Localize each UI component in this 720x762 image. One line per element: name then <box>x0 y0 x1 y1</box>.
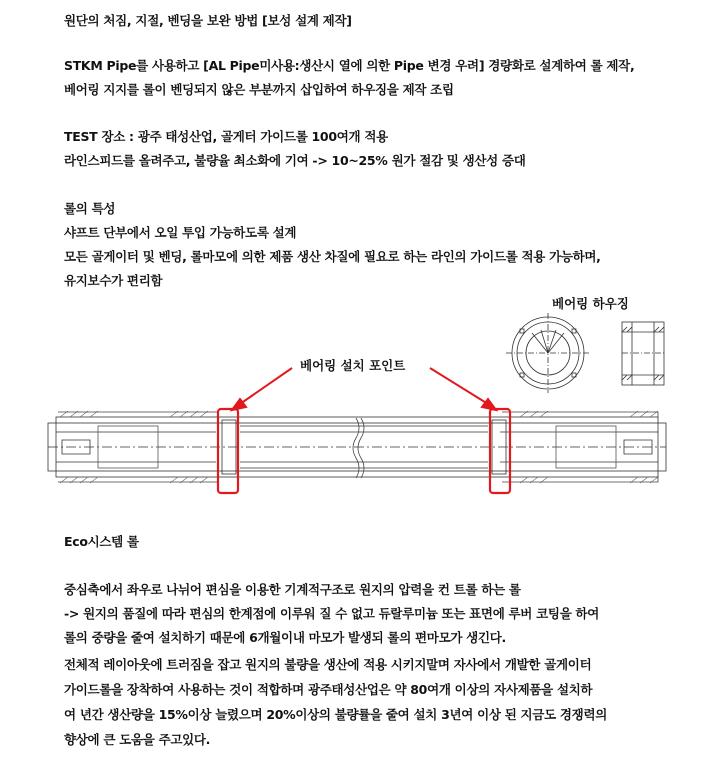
section3-line2: -> 원지의 품질에 따라 편심의 한계점에 이루워 질 수 없고 듀랄루미늄 또는 표면에 루버 코팅을 하여 <box>64 606 600 621</box>
section2-line1: 샤프트 단부에서 오일 투입 가능하도록 설계 <box>64 225 297 240</box>
section2-line3: 유지보수가 편리함 <box>64 273 163 288</box>
bearing-install-point-caption: 베어링 설치 포인트 <box>300 358 406 373</box>
section3-line1: 중심축에서 좌우로 나뉘어 편심을 이용한 기계적구조로 원지의 압력을 컨 트롤 하는 롤 <box>64 582 521 597</box>
section1-paragraph1-line2: 베어링 지지를 롤이 벤딩되지 않은 부분까지 삽입하여 하우징을 제작 조립 <box>64 82 454 97</box>
bearing-housing-caption: 베어링 하우징 <box>552 296 629 311</box>
housing-side-section <box>622 322 664 385</box>
section3-line5: 가이드롤을 장착하여 사용하는 것이 적합하며 광주태성산업은 약 80여개 이상의 자사제품을 설치하 <box>64 682 593 697</box>
right-arrow-line <box>430 368 488 404</box>
left-bearing-highlight <box>218 409 238 493</box>
bearing-housing-drawing <box>506 313 664 393</box>
section1-paragraph2-line2: 라인스피드를 올려주고, 불량율 최소화에 기여 -> 10~25% 원가 절감 및 생산성 증대 <box>64 153 526 168</box>
roll-shaft-assembly <box>48 411 666 483</box>
section1-heading: 원단의 처짐, 지절, 벤딩을 보완 방법 [보성 설계 제작] <box>64 13 352 28</box>
right-bearing-highlight <box>490 409 510 493</box>
section3-heading: Eco시스템 롤 <box>64 534 139 549</box>
section3-line6: 여 년간 생산량을 15%이상 늘렸으며 20%이상의 불량률을 줄여 설치 3년여 이상 된 지금도 경쟁력의 <box>64 707 608 722</box>
section1-paragraph1-line1: STKM Pipe를 사용하고 [AL Pipe미사용:생산시 열에 의한 Pipe 변경 우려] 경량화로 설계하여 롤 제작, <box>64 58 635 73</box>
install-point-arrows <box>232 368 496 410</box>
section3-line7: 향상에 큰 도움을 주고있다. <box>64 732 211 747</box>
section2-heading: 롤의 특성 <box>64 201 116 216</box>
section3-line3: 롤의 중량을 줄여 설치하기 때문에 6개월이내 마모가 발생되 롤의 편마모가 생긴다. <box>64 630 506 645</box>
section2-line2: 모든 골게이터 및 벤딩, 롤마모에 의한 제품 생산 차질에 필요로 하는 라인의 가이드롤 적용 가능하며, <box>64 249 601 264</box>
section1-paragraph2-line1: TEST 장소 : 광주 태성산업, 골게터 가이드롤 100여개 적용 <box>64 129 388 144</box>
section3-line4: 전체적 레이아웃에 트러짐을 잡고 원지의 불량을 생산에 적용 시키지말며 자사에서 개발한 골게이터 <box>64 657 592 672</box>
left-arrow-line <box>240 368 292 404</box>
